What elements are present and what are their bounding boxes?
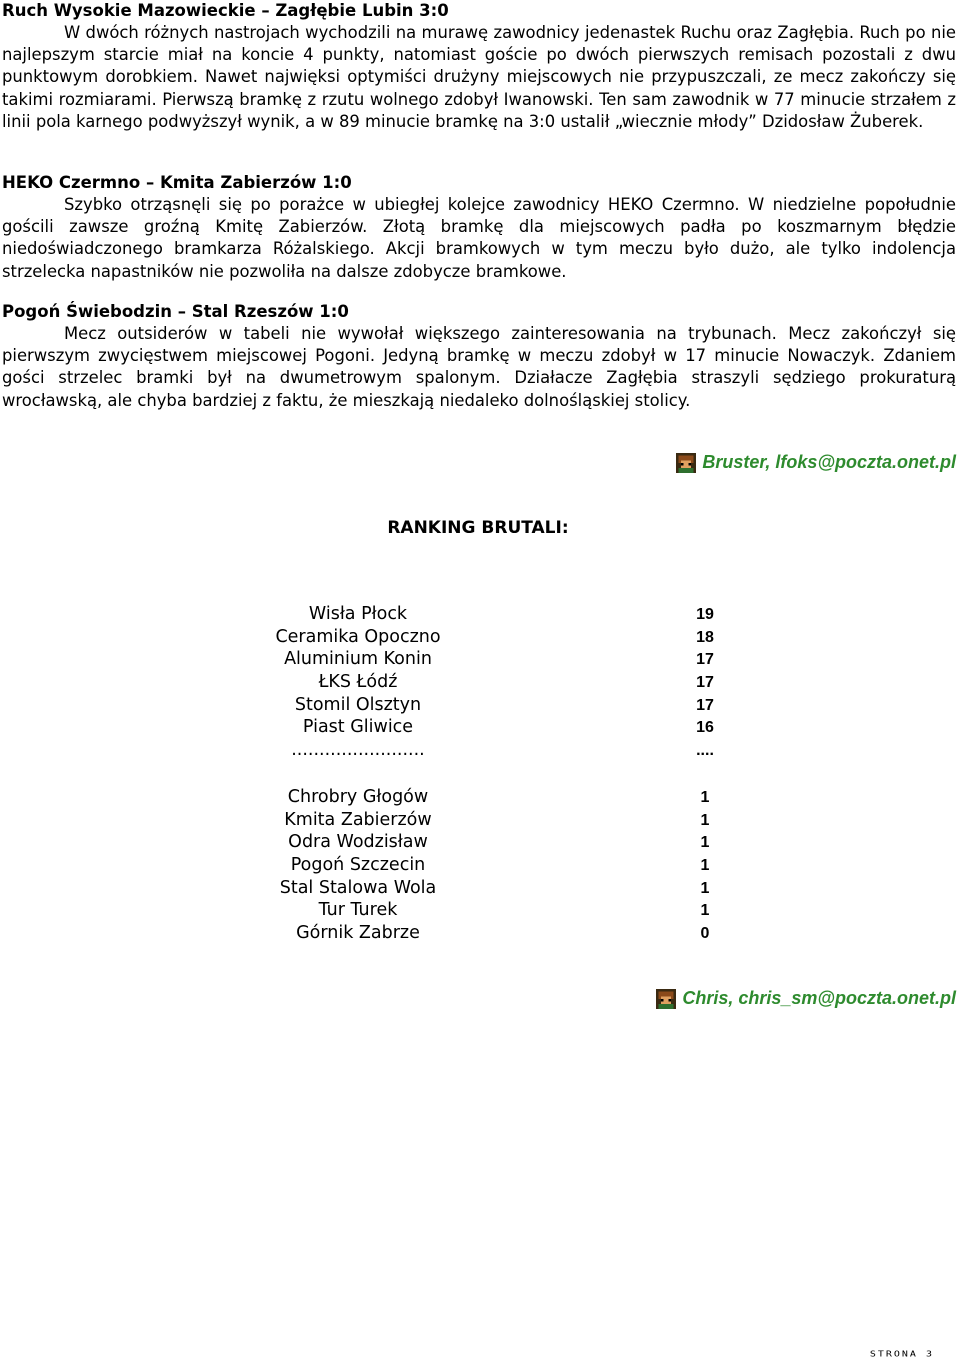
ranking-row [0,717,960,740]
team-name: Chrobry Głogów [287,787,429,807]
team-score: 16 [696,719,714,737]
team-name: Pogoń Szczecin [290,855,426,876]
ranking-title: RANKING BRUTALI: [387,518,569,538]
ranking-row [0,787,960,810]
match-report-2 [2,172,956,283]
team-name: ........................ [291,740,425,761]
signature-text: Chris, chris_sm@poczta.onet.pl [682,988,956,1008]
match-title: HEKO Czermno – Kmita Zabierzów 1:0 [2,173,352,192]
team-name: Piast Gliwice [302,717,414,738]
ranking-row [0,604,960,627]
team-score: 1 [700,879,710,897]
team-score: .... [696,742,714,760]
ranking-top-list [0,604,960,763]
team-score: 17 [696,651,714,669]
match-report-1 [2,0,956,133]
ranking-row [0,810,960,833]
author-signature-chris [656,988,956,1009]
ranking-row [0,695,960,718]
page-number: STRONA 3 [869,1350,934,1359]
match-title: Pogoń Świebodzin – Stal Rzeszów 1:0 [2,302,349,321]
ranking-row [0,878,960,901]
team-score: 1 [700,789,710,806]
match-paragraph: Szybko otrząsnęli się po porażce w ubiegłej kolejce zawodnicy HEKO Czermno. W niedzielne popołudnie gościli zawsze groźną Kmitę Zabierzów. Złotą bramkę dla miejscowych padła po koszmarnym błędzie niedoświadczonego bramkarza Różalskiego. Akcji bramkowych w tym meczu było dużo, ale tylko indolencja strzelecka napastników nie pozwoliła na dalsze zdobycze bramkowe. [2,195,956,281]
team-name: Stomil Olsztyn [294,694,422,715]
ranking-row [0,627,960,650]
match-title: Ruch Wysokie Mazowieckie – Zagłębie Lubin 3:0 [2,1,449,20]
team-score: 18 [696,628,714,646]
author-avatar-icon [656,989,676,1009]
author-avatar-icon [676,453,696,473]
team-score: 19 [696,606,714,623]
ranking-row [0,649,960,672]
team-score: 1 [700,834,710,852]
ranking-bottom-list [0,787,960,946]
team-score: 0 [700,925,710,943]
match-report-3 [2,301,956,412]
team-name: Tur Turek [318,900,398,921]
team-name: Wisła Płock [308,604,408,624]
match-paragraph: W dwóch różnych nastrojach wychodzili na murawę zawodnicy jedenastek Ruchu oraz Zagłębia. Ruch po nie najlepszym starcie miał na koncie 4 punkty, natomiast goście po dwóch pierwszych remisach pozostali z dwu punktowym dorobkiem. Nawet najwięksi optymiści drużyny miejscowych nie przypuszczali, ze mecz zakończy się takimi rozmiarami. Pierwszą bramkę z rzutu wolnego zdobył Iwanowski. Ten sam zawodnik w 77 minucie strzałem z linii pola karnego podwyższył wynik, a w 89 minucie bramkę na 3:0 ustalił „wiecznie młody” Dzidosław Żuberek. [2,23,956,131]
ranking-row [0,832,960,855]
ranking-row [0,740,960,763]
ranking-row [0,900,960,923]
team-score: 17 [696,674,714,692]
author-signature-bruster [676,452,956,473]
team-name: Kmita Zabierzów [284,809,432,830]
ranking-row [0,923,960,946]
team-name: Aluminium Konin [284,649,432,670]
ranking-row [0,855,960,878]
team-score: 1 [700,902,710,920]
match-paragraph: Mecz outsiderów w tabeli nie wywołał większego zainteresowania na trybunach. Mecz zakończył się pierwszym zwycięstwem miejscowej Pogoni. Jedyną bramkę w meczu zdobył w 17 minucie Nowaczyk. Zdaniem gości strzelec bramki był na dwumetrowym spalonym. Działacze Zagłębia straszyli sędziego prokuraturą wrocławską, ale chyba bardziej z faktu, że mieszkają niedaleko dolnośląskiej stolicy. [2,324,956,410]
team-name: Stal Stalowa Wola [279,877,437,898]
team-name: Odra Wodzisław [288,832,428,853]
team-score: 1 [700,857,710,875]
ranking-row [0,672,960,695]
signature-text: Bruster, lfoks@poczta.onet.pl [702,452,956,472]
team-name: ŁKS Łódź [318,672,398,693]
team-score: 17 [696,696,714,714]
team-name: Górnik Zabrze [296,923,420,944]
team-name: Ceramika Opoczno [275,626,441,647]
team-score: 1 [700,811,710,829]
